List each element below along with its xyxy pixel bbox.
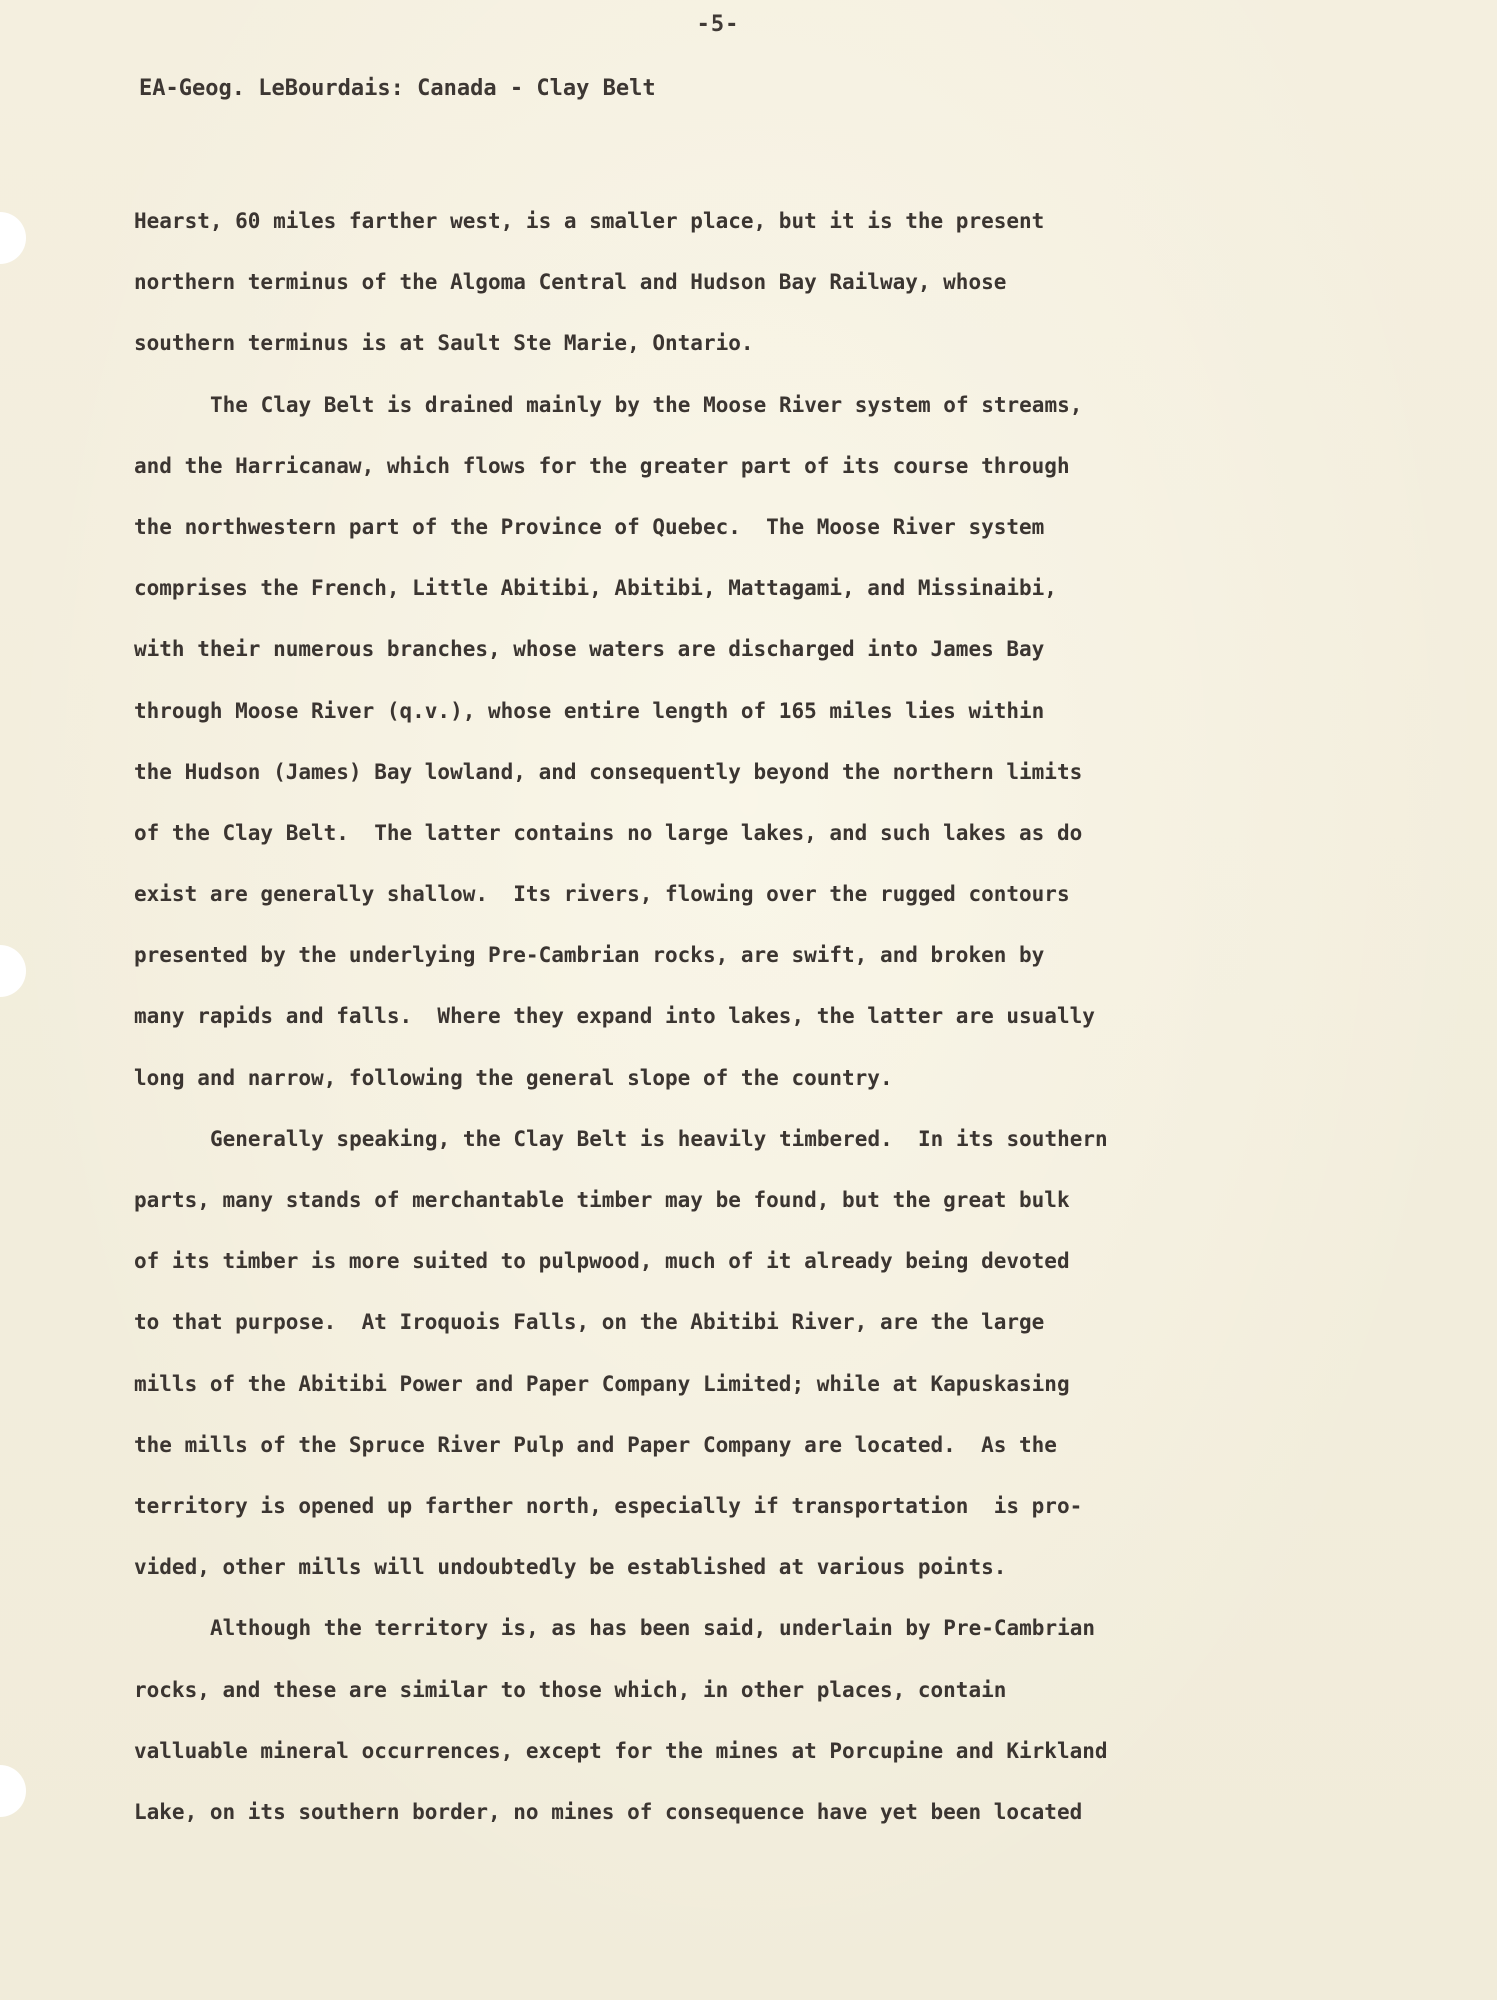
text-line: through Moose River (q.v.), whose entire length of 165 miles lies within bbox=[134, 698, 1045, 723]
text-line: and the Harricanaw, which flows for the greater part of its course through bbox=[134, 453, 1070, 478]
page-number: -5- bbox=[696, 12, 740, 37]
text-line: Lake, on its southern border, no mines of consequence have yet been located bbox=[134, 1799, 1083, 1824]
body-text bbox=[134, 191, 1334, 1843]
text-line: northern terminus of the Algoma Central and Hudson Bay Railway, whose bbox=[134, 270, 1007, 295]
text-line: the Hudson (James) Bay lowland, and consequently beyond the northern limits bbox=[134, 759, 1083, 784]
document-header: EA-Geog. LeBourdais: Canada - Clay Belt bbox=[139, 76, 656, 101]
text-line: comprises the French, Little Abitibi, Abitibi, Mattagami, and Missinaibi, bbox=[134, 576, 1057, 601]
text-line: presented by the underlying Pre-Cambrian rocks, are swift, and broken by bbox=[134, 943, 1045, 968]
text-line: territory is opened up farther north, especially if transportation is pro- bbox=[134, 1493, 1083, 1518]
text-line: vided, other mills will undoubtedly be established at various points. bbox=[134, 1555, 1007, 1580]
punch-hole bbox=[0, 1765, 26, 1817]
text-line: southern terminus is at Sault Ste Marie, Ontario. bbox=[134, 331, 754, 356]
text-line: to that purpose. At Iroquois Falls, on the Abitibi River, are the large bbox=[134, 1310, 1045, 1335]
text-line: rocks, and these are similar to those which, in other places, contain bbox=[134, 1677, 1007, 1702]
text-line: Hearst, 60 miles farther west, is a smaller place, but it is the present bbox=[134, 209, 1045, 233]
text-line: the northwestern part of the Province of Quebec. The Moose River system bbox=[134, 514, 1045, 539]
text-line: valluable mineral occurrences, except for the mines at Porcupine and Kirkland bbox=[134, 1738, 1108, 1763]
punch-hole bbox=[0, 212, 26, 264]
text-line: exist are generally shallow. Its rivers, flowing over the rugged contours bbox=[134, 882, 1070, 907]
text-line: parts, many stands of merchantable timber may be found, but the great bulk bbox=[134, 1188, 1070, 1212]
text-line: of the Clay Belt. The latter contains no large lakes, and such lakes as do bbox=[134, 820, 1083, 845]
text-line: with their numerous branches, whose waters are discharged into James Bay bbox=[134, 637, 1045, 662]
text-line: Although the territory is, as has been said, underlain by Pre-Cambrian bbox=[210, 1616, 1096, 1641]
text-line: Generally speaking, the Clay Belt is heavily timbered. In its southern bbox=[210, 1126, 1108, 1151]
text-line: The Clay Belt is drained mainly by the Moose River system of streams, bbox=[210, 392, 1083, 417]
text-line: long and narrow, following the general slope of the country. bbox=[134, 1065, 893, 1090]
text-line: of its timber is more suited to pulpwood, much of it already being devoted bbox=[134, 1249, 1070, 1274]
text-line: many rapids and falls. Where they expand into lakes, the latter are usually bbox=[134, 1004, 1095, 1029]
punch-hole bbox=[0, 945, 26, 997]
text-line: mills of the Abitibi Power and Paper Company Limited; while at Kapuskasing bbox=[134, 1371, 1070, 1396]
text-line: the mills of the Spruce River Pulp and Paper Company are located. As the bbox=[134, 1432, 1057, 1457]
